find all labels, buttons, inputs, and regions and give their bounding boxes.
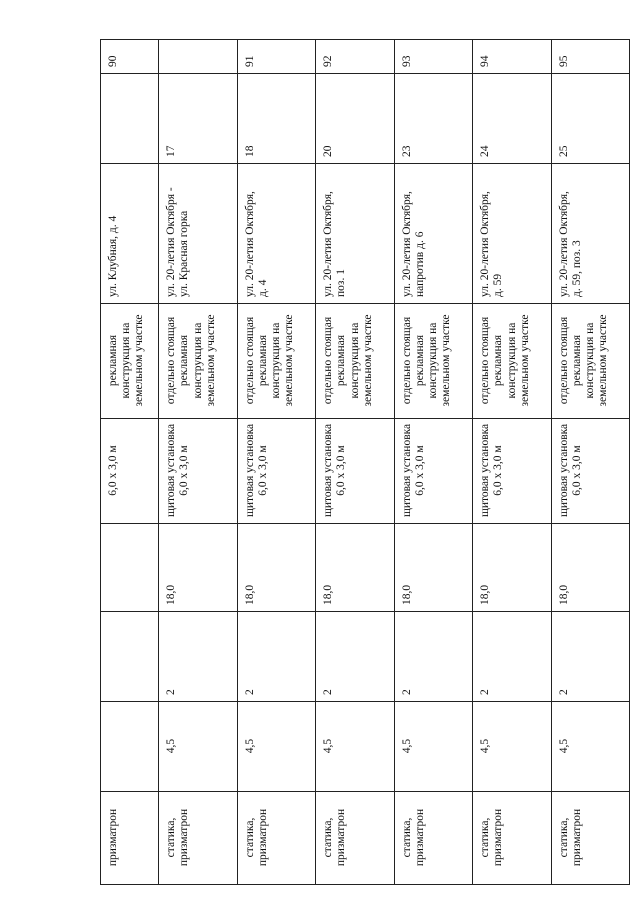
- cell-structure-kind-line: 6,0 х 3,0 м: [256, 445, 269, 496]
- cell-quantity: [159, 702, 237, 792]
- cell-structure-type-line: земельном участке: [440, 314, 453, 407]
- cell-sides-count-text: 2: [479, 689, 492, 695]
- cell-structure-kind: [237, 419, 315, 524]
- cell-address-line: ул. 20-летия Октября,: [557, 191, 570, 297]
- cell-structure-type: [316, 304, 394, 419]
- cell-sides-count: [473, 612, 551, 702]
- table-row: [237, 40, 315, 885]
- cell-structure-type-line: конструкция на: [191, 322, 204, 399]
- table-row: [551, 40, 629, 885]
- cell-address: [159, 164, 237, 304]
- cell-address-line: ул. Клубная, д. 4: [107, 215, 119, 297]
- cell-structure-type-line: рекламная: [492, 334, 505, 387]
- cell-technology-line: статика,: [400, 817, 413, 858]
- cell-structure-kind-line: щитовая установка: [322, 423, 335, 517]
- cell-position-number-text: 17: [165, 145, 178, 157]
- table-body: [101, 40, 630, 885]
- cell-area-text: 18,0: [400, 584, 413, 605]
- cell-sides-count: [101, 612, 159, 702]
- cell-address-line: д. 59: [492, 273, 505, 297]
- cell-position-number: [394, 74, 472, 164]
- cell-row-number: [159, 40, 237, 74]
- cell-area: [473, 524, 551, 612]
- cell-structure-type: [473, 304, 551, 419]
- cell-quantity: [551, 702, 629, 792]
- cell-area: [159, 524, 237, 612]
- cell-area: [394, 524, 472, 612]
- cell-technology-line: призматрон: [492, 808, 505, 867]
- cell-technology-line: статика,: [322, 817, 335, 858]
- cell-structure-kind-line: 6,0 х 3,0 м: [570, 445, 583, 496]
- cell-technology-line: призматрон: [570, 808, 583, 867]
- cell-structure-type: [394, 304, 472, 419]
- cell-technology-line: статика,: [243, 817, 256, 858]
- cell-address-line: ул. 20-летия Октября,: [322, 191, 335, 297]
- cell-address: [473, 164, 551, 304]
- cell-quantity-text: 4,5: [165, 738, 178, 754]
- table-row: [159, 40, 237, 885]
- cell-quantity: [237, 702, 315, 792]
- cell-row-number-text: 90: [107, 55, 119, 67]
- cell-row-number: [551, 40, 629, 74]
- table-row: [101, 40, 159, 885]
- cell-address: [101, 164, 159, 304]
- cell-structure-type: [237, 304, 315, 419]
- cell-row-number: [473, 40, 551, 74]
- cell-sides-count-text: 2: [322, 689, 335, 695]
- cell-structure-type: [551, 304, 629, 419]
- cell-address: [316, 164, 394, 304]
- cell-structure-kind-line: щитовая установка: [243, 423, 256, 517]
- cell-structure-type: [159, 304, 237, 419]
- cell-technology: [394, 792, 472, 885]
- table-row: [316, 40, 394, 885]
- cell-position-number: [551, 74, 629, 164]
- rotated-document-page: [100, 40, 630, 885]
- cell-area-text: 18,0: [243, 584, 256, 605]
- cell-structure-kind: [551, 419, 629, 524]
- cell-row-number-text: 94: [479, 55, 492, 67]
- cell-quantity-text: 4,5: [400, 738, 413, 754]
- cell-structure-type-line: рекламная: [178, 334, 191, 387]
- cell-structure-type-line: конструкция на: [427, 322, 440, 399]
- cell-address-line: поз. 1: [335, 269, 348, 297]
- cell-structure-type-line: отдельно стоящая: [479, 316, 492, 405]
- cell-technology: [237, 792, 315, 885]
- cell-sides-count: [159, 612, 237, 702]
- cell-structure-type-line: отдельно стоящая: [243, 316, 256, 405]
- cell-structure-kind-line: щитовая установка: [400, 423, 413, 517]
- cell-address: [237, 164, 315, 304]
- cell-technology-line: призматрон: [256, 808, 269, 867]
- cell-structure-kind: [473, 419, 551, 524]
- cell-structure-type-line: отдельно стоящая: [400, 316, 413, 405]
- table-row: [473, 40, 551, 885]
- cell-position-number-text: 23: [400, 145, 413, 157]
- cell-position-number: [473, 74, 551, 164]
- cell-row-number-text: 91: [243, 55, 256, 67]
- cell-technology: [101, 792, 159, 885]
- cell-structure-kind: [159, 419, 237, 524]
- cell-structure-type-line: конструкция на: [270, 322, 283, 399]
- cell-address-line: напротив д. 6: [413, 231, 426, 297]
- cell-area: [101, 524, 159, 612]
- cell-address-line: ул. 20-летия Октября -: [165, 187, 178, 297]
- cell-sides-count: [551, 612, 629, 702]
- cell-structure-type-line: конструкция на: [505, 322, 518, 399]
- cell-quantity: [473, 702, 551, 792]
- cell-row-number: [101, 40, 159, 74]
- cell-sides-count: [394, 612, 472, 702]
- cell-quantity-text: 4,5: [479, 738, 492, 754]
- cell-address-line: ул. 20-летия Октября,: [400, 191, 413, 297]
- cell-row-number: [394, 40, 472, 74]
- cell-address-line: ул. 20-летия Октября,: [479, 191, 492, 297]
- cell-structure-type-line: отдельно стоящая: [557, 316, 570, 405]
- cell-structure-type-line: рекламная: [256, 334, 269, 387]
- cell-structure-kind-line: 6,0 х 3,0 м: [413, 445, 426, 496]
- cell-position-number: [316, 74, 394, 164]
- cell-address: [394, 164, 472, 304]
- cell-position-number-text: 24: [479, 145, 492, 157]
- cell-quantity-text: 4,5: [322, 738, 335, 754]
- cell-structure-type-line: рекламная: [335, 334, 348, 387]
- cell-technology-line: призматрон: [335, 808, 348, 867]
- cell-structure-type-line: земельном участке: [133, 314, 146, 407]
- cell-row-number-text: 95: [557, 55, 570, 67]
- cell-sides-count: [237, 612, 315, 702]
- cell-sides-count-text: 2: [243, 689, 256, 695]
- cell-structure-kind-line: щитовая установка: [479, 423, 492, 517]
- cell-structure-type-line: земельном участке: [361, 314, 374, 407]
- cell-position-number: [237, 74, 315, 164]
- cell-row-number-text: 93: [400, 55, 413, 67]
- cell-address-line: ул. 20-летия Октября,: [243, 191, 256, 297]
- cell-structure-type-line: земельном участке: [518, 314, 531, 407]
- cell-position-number: [159, 74, 237, 164]
- cell-position-number-text: 25: [557, 145, 570, 157]
- cell-structure-kind: [316, 419, 394, 524]
- cell-address-line: д. 4: [256, 279, 269, 297]
- cell-structure-type-line: конструкция на: [583, 322, 596, 399]
- cell-technology-line: призматрон: [107, 808, 119, 867]
- cell-position-number-text: 20: [322, 145, 335, 157]
- cell-structure-type: [101, 304, 159, 419]
- cell-structure-type-line: рекламная: [107, 334, 119, 387]
- cell-area-text: 18,0: [322, 584, 335, 605]
- cell-address-line: д. 59, поз. 3: [570, 240, 583, 297]
- cell-structure-kind-line: 6,0 х 3,0 м: [492, 445, 505, 496]
- cell-structure-type-line: рекламная: [413, 334, 426, 387]
- cell-quantity: [316, 702, 394, 792]
- cell-structure-type-line: земельном участке: [204, 314, 217, 407]
- cell-technology-line: призматрон: [413, 808, 426, 867]
- cell-structure-kind: [394, 419, 472, 524]
- cell-structure-type-line: отдельно стоящая: [322, 316, 335, 405]
- cell-technology: [159, 792, 237, 885]
- cell-quantity: [394, 702, 472, 792]
- cell-structure-type-line: земельном участке: [283, 314, 296, 407]
- cell-structure-type-line: земельном участке: [597, 314, 610, 407]
- cell-quantity: [101, 702, 159, 792]
- cell-sides-count-text: 2: [557, 689, 570, 695]
- advertising-structures-table: [100, 39, 630, 885]
- cell-area-text: 18,0: [557, 584, 570, 605]
- cell-quantity-text: 4,5: [243, 738, 256, 754]
- cell-structure-type-line: рекламная: [570, 334, 583, 387]
- cell-structure-kind: [101, 419, 159, 524]
- cell-structure-kind-line: щитовая установка: [165, 423, 178, 517]
- cell-area: [316, 524, 394, 612]
- cell-area: [237, 524, 315, 612]
- cell-address: [551, 164, 629, 304]
- table-row: [394, 40, 472, 885]
- cell-position-number: [101, 74, 159, 164]
- cell-technology-line: статика,: [557, 817, 570, 858]
- cell-area: [551, 524, 629, 612]
- cell-structure-kind-line: 6,0 х 3,0 м: [107, 445, 119, 496]
- cell-structure-kind-line: 6,0 х 3,0 м: [178, 445, 191, 496]
- cell-technology-line: статика,: [479, 817, 492, 858]
- cell-technology: [316, 792, 394, 885]
- cell-quantity-text: 4,5: [557, 738, 570, 754]
- cell-technology-line: статика,: [165, 817, 178, 858]
- cell-sides-count-text: 2: [400, 689, 413, 695]
- cell-structure-type-line: конструкция на: [348, 322, 361, 399]
- cell-address-line: ул. Красная горка: [178, 210, 191, 297]
- cell-structure-kind-line: 6,0 х 3,0 м: [335, 445, 348, 496]
- cell-technology-line: призматрон: [178, 808, 191, 867]
- cell-technology: [473, 792, 551, 885]
- cell-position-number-text: 18: [243, 145, 256, 157]
- cell-row-number: [237, 40, 315, 74]
- cell-structure-type-line: конструкция на: [120, 322, 133, 399]
- cell-row-number: [316, 40, 394, 74]
- cell-area-text: 18,0: [479, 584, 492, 605]
- cell-structure-type-line: отдельно стоящая: [165, 316, 178, 405]
- cell-area-text: 18,0: [165, 584, 178, 605]
- cell-row-number-text: 92: [322, 55, 335, 67]
- cell-sides-count-text: 2: [165, 689, 178, 695]
- cell-sides-count: [316, 612, 394, 702]
- cell-structure-kind-line: щитовая установка: [557, 423, 570, 517]
- cell-technology: [551, 792, 629, 885]
